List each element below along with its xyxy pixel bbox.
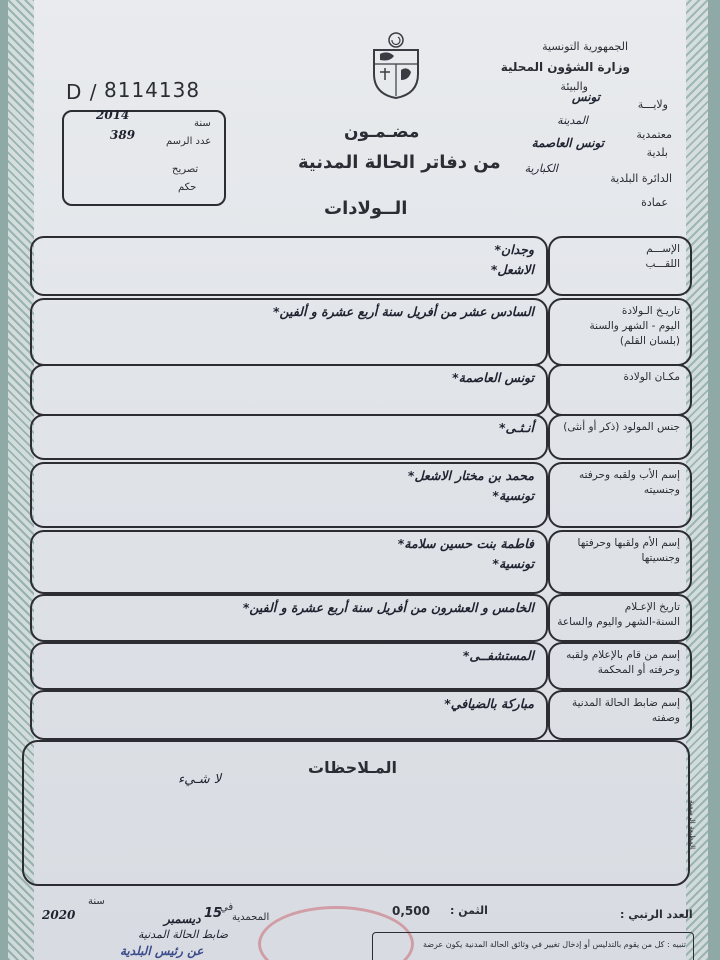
field-value: وجدان* الاشعل* <box>490 242 534 277</box>
field-label: تاريـخ الـولادة اليوم - الشهر والسنة (بلسان القلم) <box>589 305 680 347</box>
imada-label: عمادة <box>641 196 668 209</box>
field-label: إسم الأم ولقبها وحرفتها وجنسيتها <box>577 537 680 564</box>
mutamadiya-value: المدينة <box>557 114 588 127</box>
footer-day: 15 <box>204 906 223 921</box>
footer-year-label: سنة <box>88 896 105 907</box>
field-label: تاريخ الإعـلام السنة-الشهر واليوم والساعة <box>557 601 680 628</box>
field-label: إسم ضابط الحالة المدنية وصفته <box>571 697 680 724</box>
footer-month: ديسمبر <box>164 912 201 926</box>
title-line2: من دفاتر الحالة المدنية <box>298 152 501 173</box>
record-number-label: عدد الرسم <box>166 136 212 147</box>
footer-officer-line1: ضابط الحالة المدنية <box>138 928 229 941</box>
footer-year-value: 2020 <box>42 908 76 922</box>
field-label: الإســـم اللقـــب <box>645 243 680 270</box>
ministry-env-label: والبيئة <box>560 80 588 93</box>
baladiya-value: تونس العاصمة <box>531 136 604 150</box>
footer-city: المحمدية <box>232 912 270 923</box>
record-year-label: سنة <box>194 118 211 129</box>
record-judgment-label: حكم <box>178 182 197 193</box>
republic-label: الجمهورية التونسية <box>542 40 628 53</box>
serial-label: العدد الرتبي : <box>620 908 693 921</box>
title-line1: مضـمـون <box>344 122 420 142</box>
title-line3: الــولادات <box>324 198 408 219</box>
field-value: المستشفــى* <box>462 648 534 663</box>
record-year-value: 2014 <box>96 108 130 122</box>
field-label: إسم من قام بالإعلام ولقبه وحرفته أو المحكمة <box>566 649 680 676</box>
remarks-title: المـلاحظات <box>308 758 398 777</box>
field-value: مباركة بالضيافي* <box>444 696 534 711</box>
field-label: إسم الأب ولقبه وحرفته وجنسيته <box>578 469 680 496</box>
wilaya-value: تونس <box>571 90 600 104</box>
tunisia-coat-of-arms-icon <box>368 30 424 100</box>
price-value: 0,500 <box>392 904 430 918</box>
field-value: فاطمة بنت حسين سلامة* تونسية* <box>397 536 534 571</box>
ministry-label: وزارة الشؤون المحلية <box>500 60 630 74</box>
field-value: أنـثـى* <box>498 420 534 435</box>
serial-number: 8114138 <box>104 78 201 102</box>
record-number-value: 389 <box>110 128 136 142</box>
field-value: الخامس و العشرون من أفريل سنة أربع عشرة و ألفين* <box>242 600 534 615</box>
wilaya-label: ولايـــة <box>637 98 668 111</box>
record-declaration-label: تصريح <box>172 164 199 175</box>
field-label: جنس المولود (ذكر أو أنثى) <box>563 421 680 433</box>
remarks-value: لا شـيء <box>178 772 222 787</box>
field-value: تونس العاصمة* <box>452 370 534 385</box>
daira-value: الكبارية <box>524 162 558 175</box>
field-label: مكـان الولادة <box>623 371 680 383</box>
baladiya-label: بلدية <box>646 146 668 159</box>
footer-officer-line2: عن رئيس البلدية <box>120 944 204 958</box>
footer-in-word: في <box>220 902 234 913</box>
serial-prefix: D / <box>66 80 98 104</box>
warning-text: تنبيه : كل من يقوم بالتدليس أو إدخال تغيير في وثائق الحالة المدنية يكون عرضة <box>422 940 686 949</box>
mutamadiya-label: معتمدية <box>636 128 672 141</box>
field-value: السادس عشر من أفريل سنة أربع عشرة و ألفين* <box>273 304 534 319</box>
document-sheet <box>8 0 708 960</box>
printer-note: المطبعة الرسمية <box>688 800 696 850</box>
field-value: محمد بن مختار الاشعل* تونسية* <box>407 468 534 503</box>
price-label: الثمن : <box>450 904 488 917</box>
daira-label: الدائرة البلدية <box>610 172 672 185</box>
